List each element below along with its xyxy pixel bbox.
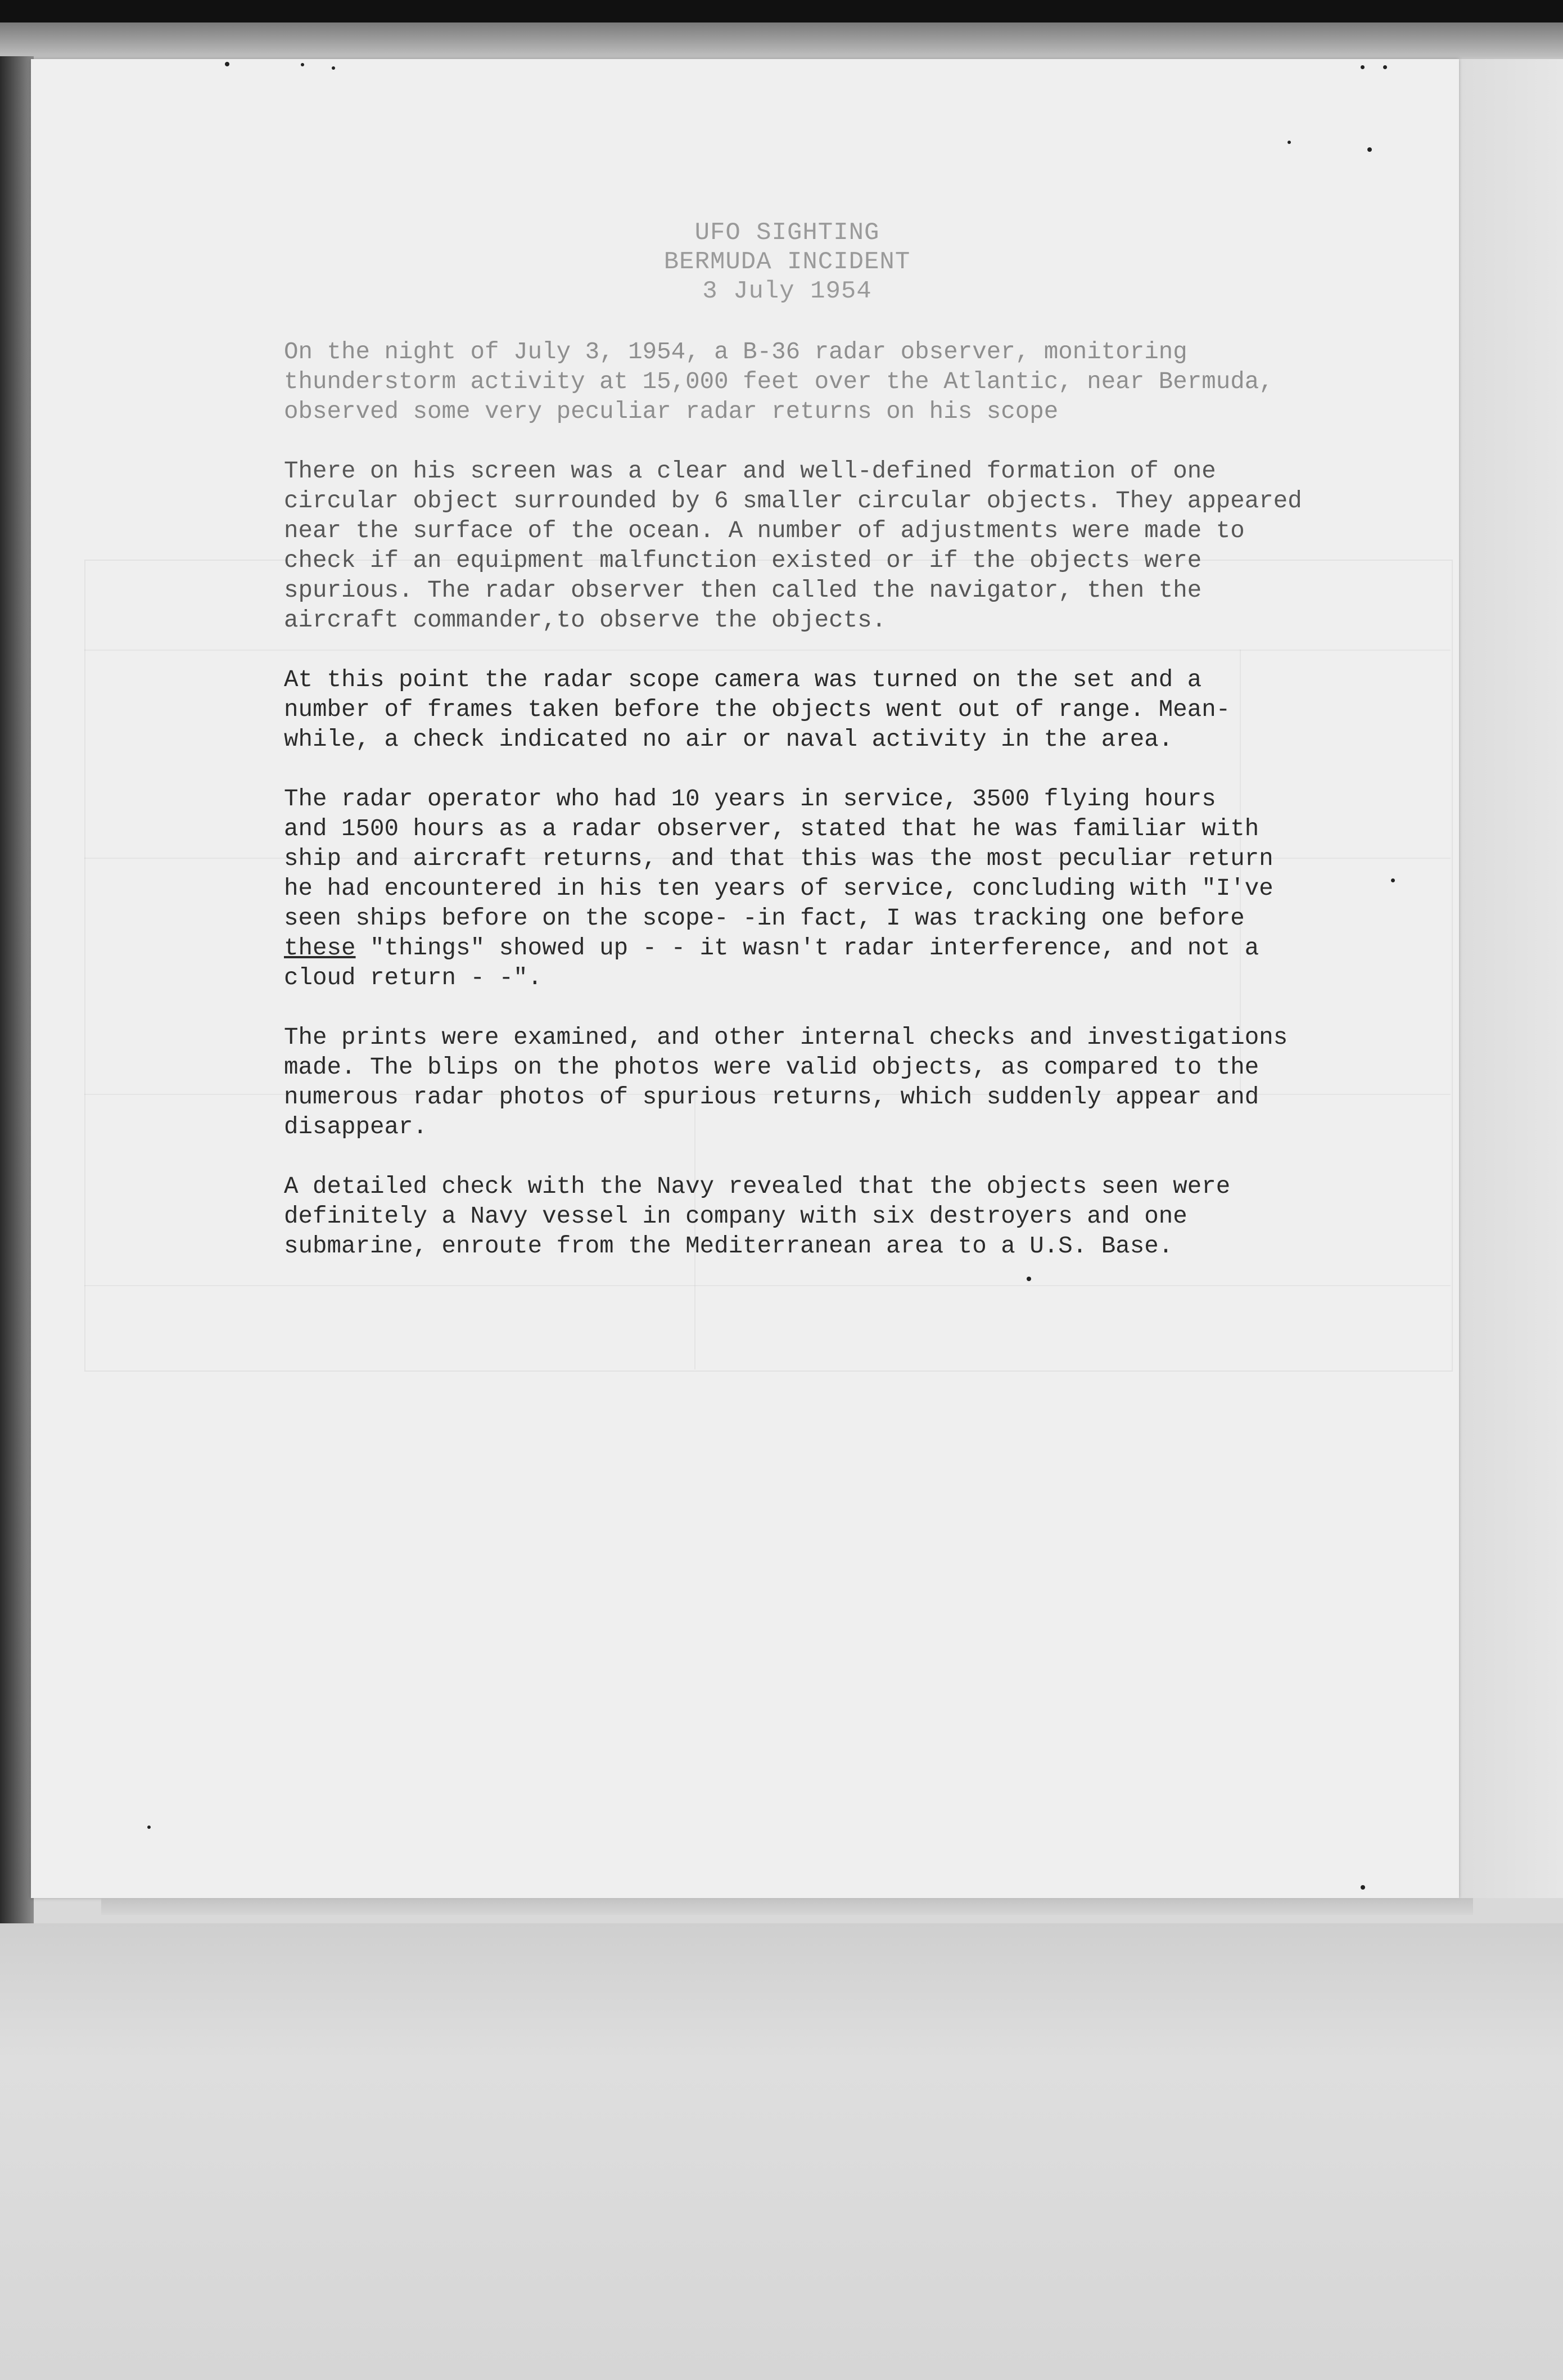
film-border-left — [0, 56, 34, 1935]
underlined-word: these — [284, 935, 356, 962]
dust-speck — [1391, 878, 1395, 882]
page-shadow — [101, 1898, 1473, 1915]
text-line: The prints were examined, and other internal checks and investigations — [284, 1024, 1288, 1051]
text-line: cloud return - -". — [284, 964, 543, 991]
paragraph — [284, 337, 1397, 427]
dust-speck — [1361, 1885, 1365, 1890]
dust-speck — [1027, 1277, 1031, 1281]
text-line: aircraft commander,to observe the objects. — [284, 607, 887, 634]
dust-speck — [1361, 65, 1365, 69]
dust-speck — [1383, 65, 1387, 69]
heading-line: 3 July 1954 — [702, 277, 872, 305]
dust-speck — [301, 63, 304, 66]
heading-line: BERMUDA INCIDENT — [663, 248, 911, 276]
paragraph — [284, 1023, 1397, 1142]
text-line: A detailed check with the Navy revealed that the objects seen were — [284, 1173, 1231, 1200]
text-line: check if an equipment malfunction existed or if the objects were — [284, 547, 1202, 574]
text-line: made. The blips on the photos were valid objects, as compared to the — [284, 1054, 1259, 1081]
text-line: definitely a Navy vessel in company with six destroyers and one — [284, 1203, 1187, 1230]
text-line — [284, 934, 1397, 963]
text-line: numerous radar photos of spurious returns, which suddenly appear and — [284, 1084, 1259, 1111]
document-heading — [562, 218, 1012, 306]
dust-speck — [1367, 147, 1372, 152]
film-border-top — [0, 0, 1563, 22]
document-body — [284, 337, 1397, 1291]
text-line: circular object surrounded by 6 smaller circular objects. They appeared — [284, 488, 1302, 515]
dust-speck — [1288, 141, 1291, 144]
text-line: disappear. — [284, 1114, 428, 1141]
text-line: while, a check indicated no air or naval activity in the area. — [284, 726, 1173, 753]
film-border-gradient — [0, 22, 1563, 62]
text-line: On the night of July 3, 1954, a B-36 radar observer, monitoring — [284, 339, 1187, 366]
text-segment: "things" showed up - - it wasn't radar interference, and not a — [355, 935, 1259, 962]
paragraph — [284, 785, 1397, 993]
paragraph — [284, 1172, 1397, 1261]
text-line: he had encountered in his ten years of service, concluding with "I've — [284, 875, 1273, 902]
text-line: At this point the radar scope camera was turned on the set and a — [284, 666, 1202, 693]
text-line: submarine, enroute from the Mediterranean area to a U.S. Base. — [284, 1233, 1173, 1260]
paragraph — [284, 665, 1397, 755]
dust-speck — [225, 62, 229, 66]
text-line: spurious. The radar observer then called the navigator, then the — [284, 577, 1202, 604]
dust-speck — [332, 66, 335, 70]
text-line: number of frames taken before the objects went out of range. Mean- — [284, 696, 1231, 723]
text-line: seen ships before on the scope- -in fact, I was tracking one before — [284, 905, 1245, 932]
heading-line: UFO SIGHTING — [694, 219, 880, 247]
text-line: thunderstorm activity at 15,000 feet over the Atlantic, near Bermuda, — [284, 368, 1273, 395]
paragraph — [284, 457, 1397, 635]
background-right-strip — [1459, 59, 1563, 1898]
text-line: ship and aircraft returns, and that this was the most peculiar return — [284, 845, 1273, 872]
text-line: near the surface of the ocean. A number of adjustments were made to — [284, 517, 1245, 544]
text-line: observed some very peculiar radar returns on his scope — [284, 398, 1059, 425]
text-line: There on his screen was a clear and well-defined formation of one — [284, 458, 1216, 485]
dust-speck — [147, 1825, 151, 1829]
text-line: The radar operator who had 10 years in service, 3500 flying hours — [284, 786, 1216, 813]
text-line: and 1500 hours as a radar observer, stated that he was familiar with — [284, 815, 1259, 842]
background-below-page — [0, 1923, 1563, 2380]
